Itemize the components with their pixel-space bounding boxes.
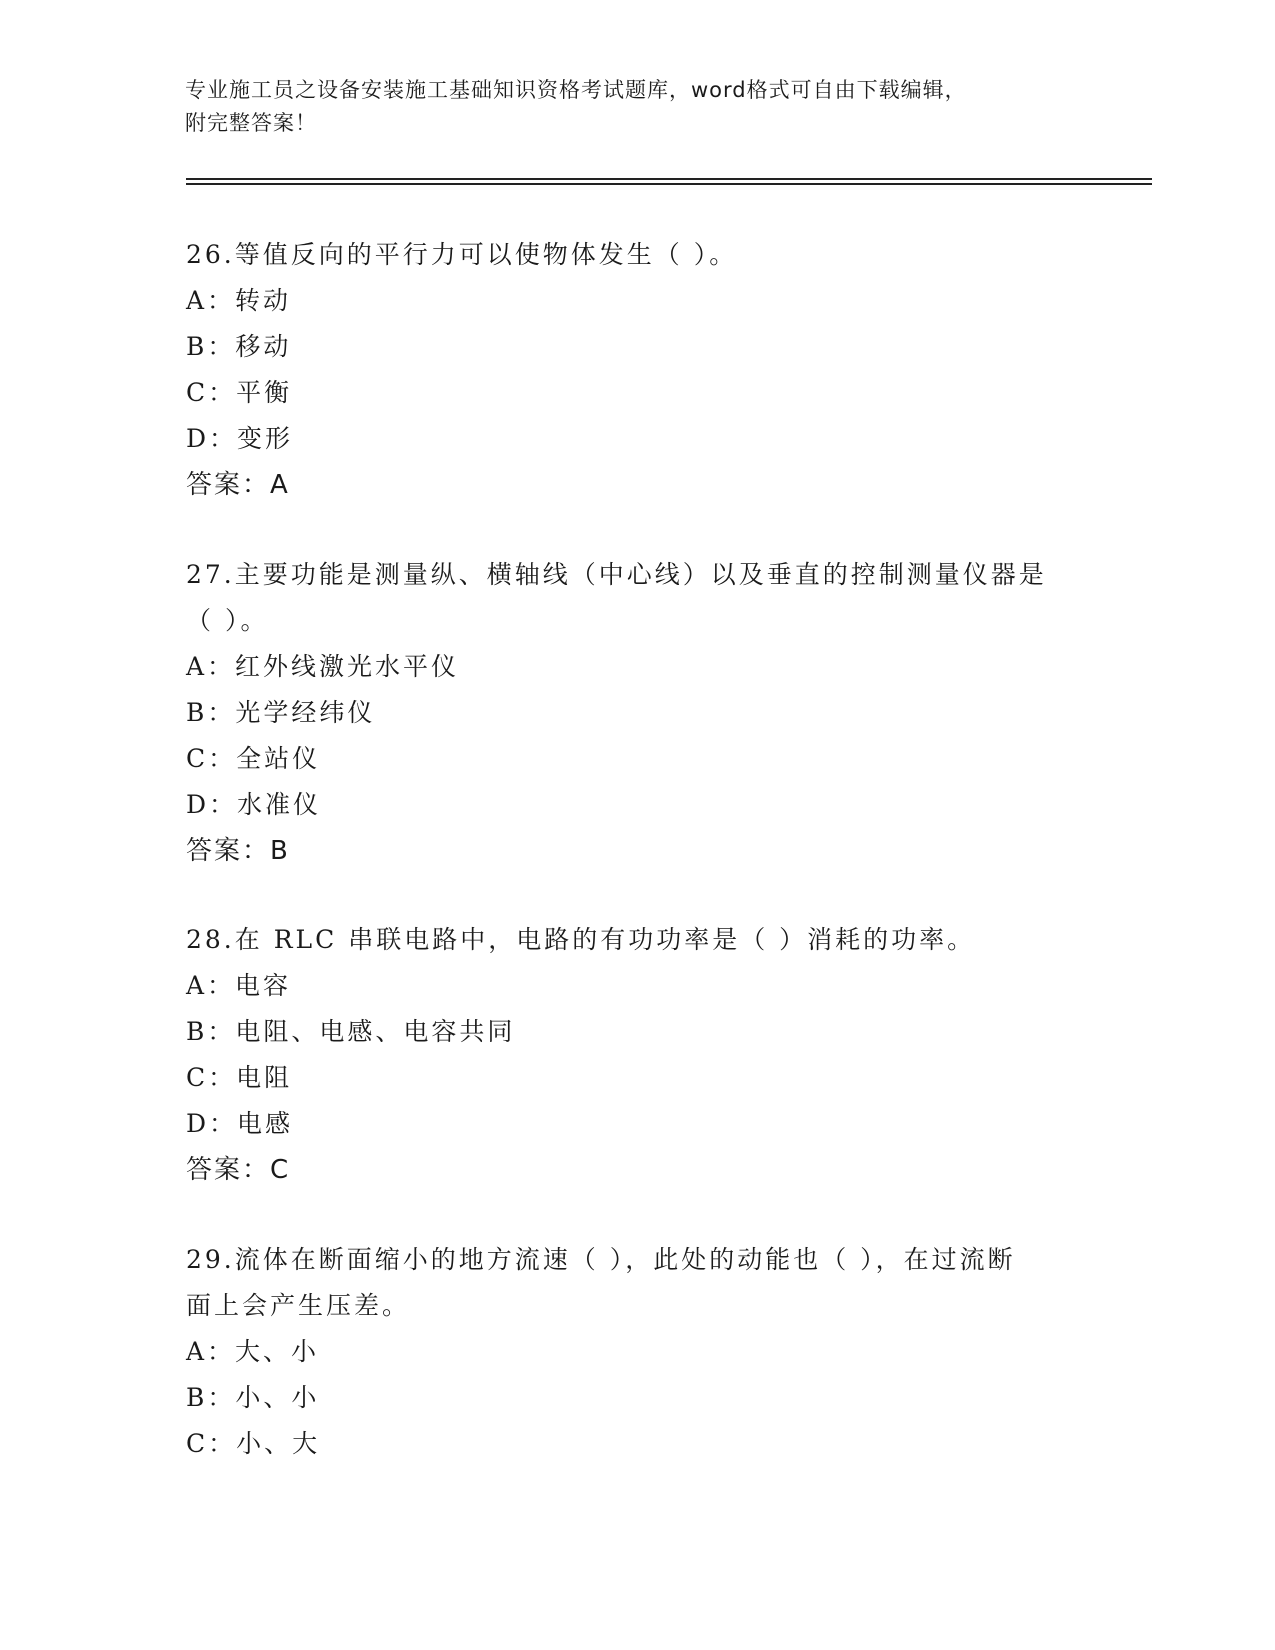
option-a: A：转动 — [186, 286, 292, 315]
header-line-2: 附完整答案！ — [185, 111, 317, 135]
option-a: A：大、小 — [186, 1337, 320, 1366]
option-d: D：水准仪 — [186, 790, 322, 819]
header-divider-top — [186, 178, 1152, 180]
question-stem-line: 28.在 RLC 串联电路中，电路的有功功率是（ ）消耗的功率。 — [186, 925, 976, 954]
question-stem-line: 27.主要功能是测量纵、横轴线（中心线）以及垂直的控制测量仪器是 — [186, 560, 1047, 589]
document-header — [185, 74, 1085, 140]
option-b: B：小、小 — [186, 1383, 320, 1412]
header-divider-bottom — [186, 183, 1152, 185]
answer-line: 答案：C — [186, 1155, 291, 1185]
question-stem — [186, 552, 1086, 644]
option-b: B：移动 — [186, 332, 292, 361]
question-stem-line: 29.流体在断面缩小的地方流速（ ），此处的动能也（ ），在过流断 — [186, 1245, 1016, 1274]
option-c: C：平衡 — [186, 378, 293, 407]
question-stem — [186, 232, 1086, 278]
question-stem-line: 面上会产生压差。 — [186, 1291, 411, 1320]
answer-line: 答案：B — [186, 836, 290, 866]
question-stem — [186, 1237, 1086, 1329]
question-28 — [186, 917, 1086, 1193]
question-27 — [186, 552, 1086, 874]
question-stem-line: （ ）。 — [186, 606, 269, 635]
option-d: D：变形 — [186, 424, 294, 453]
answer-line: 答案：A — [186, 470, 290, 500]
question-29 — [186, 1237, 1086, 1467]
option-a: A：红外线激光水平仪 — [186, 652, 460, 681]
option-c: C：电阻 — [186, 1063, 293, 1092]
option-c: C：全站仪 — [186, 744, 321, 773]
option-b: B：光学经纬仪 — [186, 698, 376, 727]
header-line-1: 专业施工员之设备安装施工基础知识资格考试题库，word格式可自由下载编辑， — [185, 78, 967, 102]
question-stem-line: 26.等值反向的平行力可以使物体发生（ ）。 — [186, 240, 738, 269]
option-b: B：电阻、电感、电容共同 — [186, 1017, 516, 1046]
question-stem — [186, 917, 1086, 963]
option-a: A：电容 — [186, 971, 292, 1000]
option-c: C：小、大 — [186, 1429, 321, 1458]
question-26 — [186, 232, 1086, 508]
option-d: D：电感 — [186, 1109, 294, 1138]
